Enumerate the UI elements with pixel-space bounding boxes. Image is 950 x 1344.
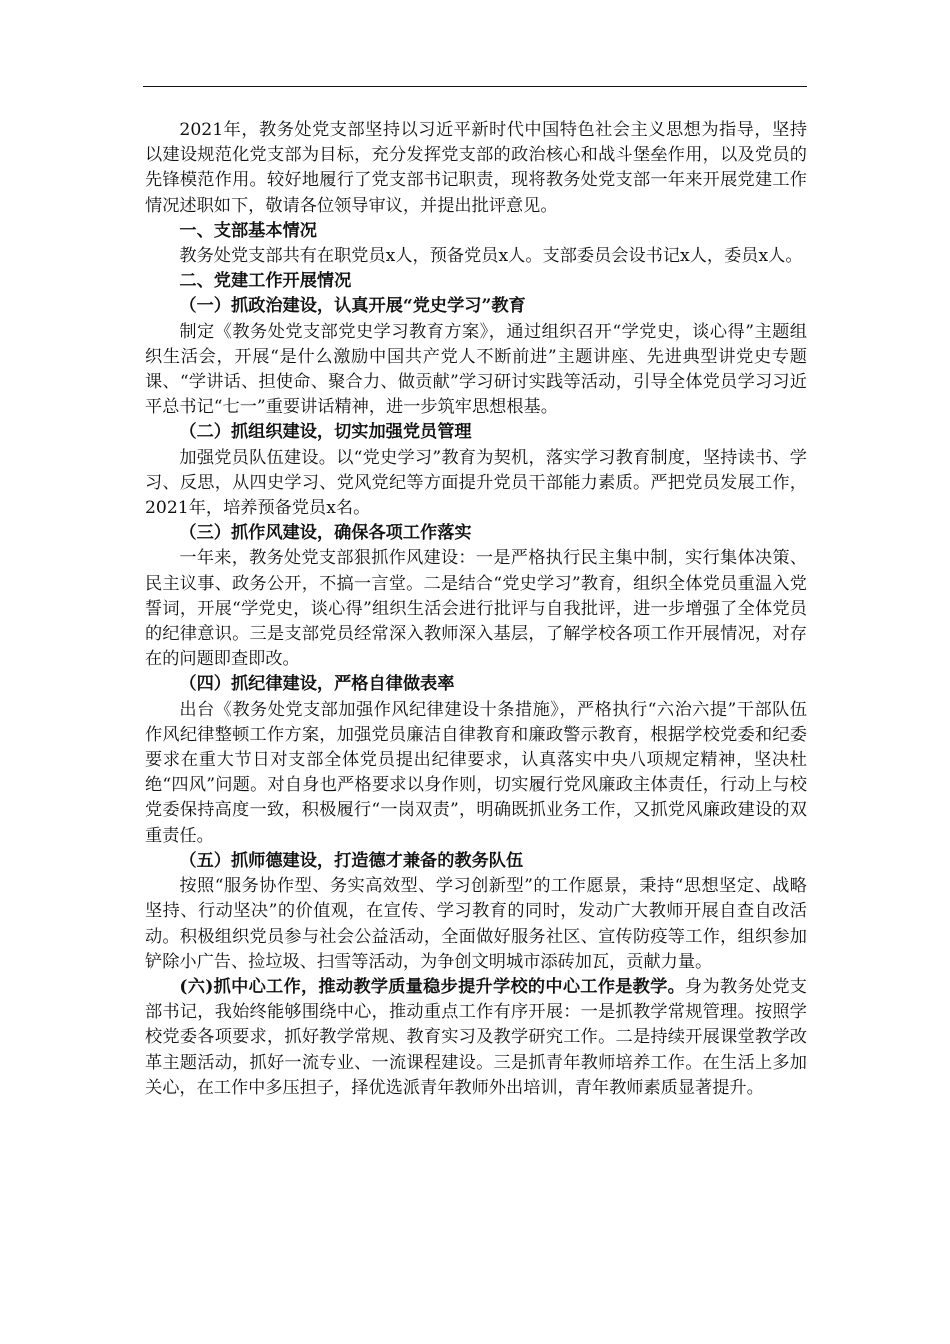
header-rule (143, 86, 807, 87)
subsection-2-paragraph: 加强党员队伍建设。以“党史学习”教育为契机，落实学习教育制度，坚持读书、学习、反思，从四史学习、党风党纪等方面提升党员干部能力素质。严把党员发展工作，2021年，培养预备党员x名。 (145, 447, 807, 519)
subsection-4-heading: （四）抓纪律建设，严格自律做表率 (179, 674, 455, 695)
section-1-paragraph: 教务处党支部共有在职党员x人，预备党员x人。支部委员会设书记x人，委员x人。 (179, 246, 803, 267)
subsection-1-paragraph: 制定《教务处党支部党史学习教育方案》，通过组织召开“学党史，谈心得”主题组织生活会，开展“是什么激励中国共产党人不断前进”主题讲座、先进典型讲党史专题课、“学讲话、担使命、聚合力、做贡献”学习研讨实践等活动，引导全体党员学习习近平总书记“七一”重要讲话精神，进一步筑牢思想根基。 (145, 321, 807, 418)
subsection-5-heading: （五）抓师德建设，打造德才兼备的教务队伍 (179, 850, 524, 871)
subsection-6-paragraph (145, 975, 807, 1101)
section-1-heading: 一、支部基本情况 (179, 220, 317, 241)
subsection-3-paragraph: 一年来，教务处党支部狠抓作风建设：一是严格执行民主集中制，实行集体决策、民主议事、政务公开，不搞一言堂。二是结合“党史学习”教育，组织全体党员重温入党誓词，开展“学党史，谈心得”组织生活会进行批评与自我批评，进一步增强了全体党员的纪律意识。三是支部党员经常深入教师深入基层，了解学校各项工作开展情况，对存在的问题即查即改。 (145, 548, 807, 670)
subsection-3-heading: （三）抓作风建设，确保各项工作落实 (179, 523, 472, 544)
subsection-2-heading: （二）抓组织建设，切实加强党员管理 (179, 422, 472, 443)
subsection-6-heading: (六)抓中心工作，推动教学质量稳步提升学校的中心工作是教学。 (179, 976, 686, 997)
subsection-1-heading: （一）抓政治建设，认真开展“党史学习”教育 (179, 296, 526, 317)
subsection-4-paragraph: 出台《教务处党支部加强作风纪律建设十条措施》，严格执行“六治六提”干部队伍作风纪律整顿工作方案，加强党员廉洁自律教育和廉政警示教育，根据学校党委和纪委要求在重大节日对支部全体党员提出纪律要求，认真落实中央八项规定精神，坚决杜绝“四风”问题。对自身也严格要求以身作则，切实履行党风廉政主体责任，行动上与校党委保持高度一致，积极履行“一岗双责”，明确既抓业务工作，又抓党风廉政建设的双重责任。 (145, 699, 807, 846)
subsection-5-paragraph: 按照“服务协作型、务实高效型、学习创新型”的工作愿景，秉持“思想坚定、战略坚持、行动坚决”的价值观，在宣传、学习教育的同时，发动广大教师开展自查自改活动。积极组织党员参与社会公益活动，全面做好服务社区、宣传防疫等工作，组织参加铲除小广告、捡垃圾、扫雪等活动，为争创文明城市添砖加瓦，贡献力量。 (145, 876, 807, 972)
intro-paragraph: 2021年，教务处党支部坚持以习近平新时代中国特色社会主义思想为指导，坚持以建设规范化党支部为目标，充分发挥党支部的政治核心和战斗堡垒作用，以及党员的先锋模范作用。较好地履行了党支部书记职责，现将教务处党支部一年来开展党建工作情况述职如下，敬请各位领导审议，并提出批评意见。 (145, 120, 807, 216)
subsection-6-body: 身为教务处党支部书记，我始终能够围绕中心，推动重点工作有序开展：一是抓教学常规管理。按照学校党委各项要求，抓好教学常规、教育实习及教学研究工作。二是持续开展课堂教学改革主题活动，抓好一流专业、一流课程建设。三是抓青年教师培养工作。在生活上多加关心，在工作中多压担子，择优选派青年教师外出培训，青年教师素质显著提升。 (145, 976, 807, 1098)
document-body (145, 118, 807, 1101)
section-2-heading: 二、党建工作开展情况 (179, 271, 352, 292)
